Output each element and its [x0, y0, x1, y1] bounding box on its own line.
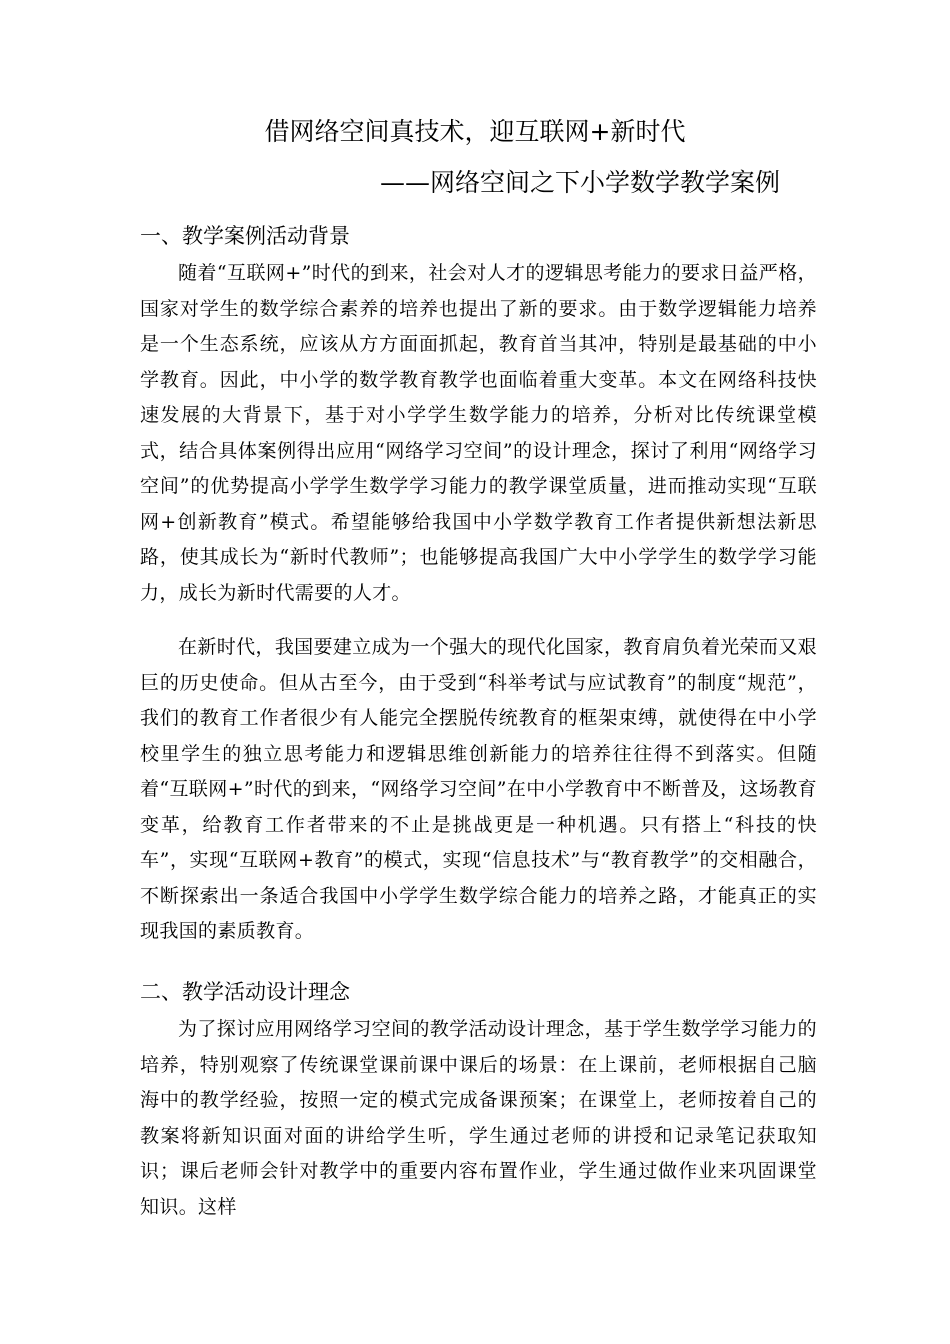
paragraph: 为了探讨应用网络学习空间的教学活动设计理念，基于学生数学学习能力的培养，特别观察了传统课堂课前课中课后的场景：在上课前，老师根据自己脑海中的教学经验，按照一定的模式完成备课预案；在课堂上，老师按着自己的教案将新知识面对面的讲给学生听，学生通过老师的讲授和记录笔记获取知识；课后老师会针对教学中的重要内容布置作业，学生通过做作业来巩固课堂知识。这样	[140, 1018, 817, 1218]
paragraph: 随着“互联网+”时代的到来，社会对人才的逻辑思考能力的要求日益严格，国家对学生的数学综合素养的培养也提出了新的要求。由于数学逻辑能力培养是一个生态系统，应该从方方面面抓起，教育首当其冲，特别是最基础的中小学教育。因此，中小学的数学教育教学也面临着重大变革。本文在网络科技快速发展的大背景下，基于对小学学生数学能力的培养，分析对比传统课堂模式，结合具体案例得出应用“网络学习空间”的设计理念，探讨了利用“网络学习空间”的优势提高小学学生数学学习能力的教学课堂质量，进而推动实现“互联网+创新教育”模式。希望能够给我国中小学数学教育工作者提供新想法新思路，使其成长为“新时代教师”；也能够提高我国广大中小学学生的数学学习能力，成长为新时代需要的人才。	[140, 262, 817, 604]
document-subtitle: ——网络空间之下小学数学教学案例	[380, 168, 781, 197]
section-heading: 二、教学活动设计理念	[140, 980, 350, 1004]
section-heading: 一、教学案例活动背景	[140, 224, 350, 248]
paragraph: 在新时代，我国要建立成为一个强大的现代化国家，教育肩负着光荣而又艰巨的历史使命。但从古至今，由于受到“科举考试与应试教育”的制度“规范”，我们的教育工作者很少有人能完全摆脱传统教育的框架束缚，就使得在中小学校里学生的独立思考能力和逻辑思维创新能力的培养往往得不到落实。但随着“互联网+”时代的到来，“网络学习空间”在中小学教育中不断普及，这场教育变革，给教育工作者带来的不止是挑战更是一种机遇。只有搭上“科技的快车”，实现“互联网+教育”的模式，实现“信息技术”与“教育教学”的交相融合，不断探索出一条适合我国中小学学生数学综合能力的培养之路，才能真正的实现我国的素质教育。	[140, 636, 817, 942]
document-title: 借网络空间真技术，迎互联网+新时代	[264, 117, 686, 146]
